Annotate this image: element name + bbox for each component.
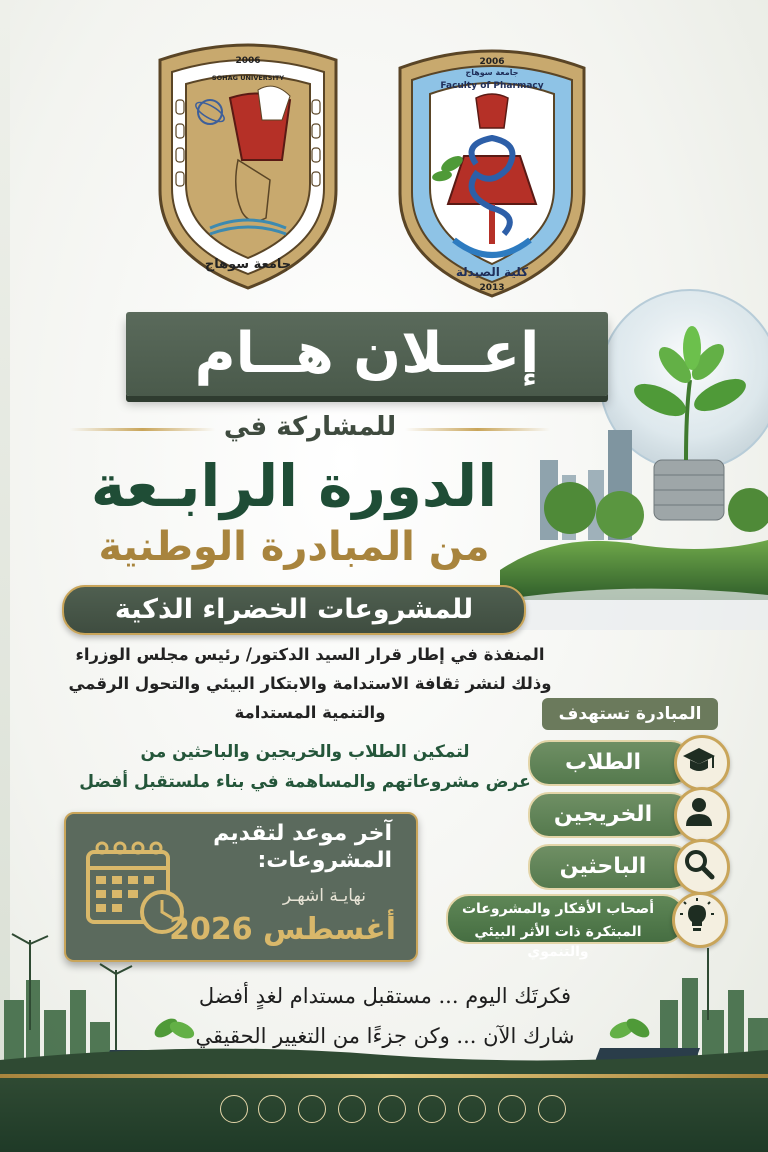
pharmacy-seal-ring-ar-top: جامعة سوهاج <box>465 68 519 77</box>
intro-text: للمشاركة في <box>223 412 397 442</box>
wind-icon <box>538 1095 566 1123</box>
target-researchers-label: الباحثين <box>559 854 647 879</box>
water-drop-icon <box>378 1095 406 1123</box>
sohag-seal-year: 2006 <box>235 56 261 66</box>
target-students <box>528 738 724 784</box>
pharmacy-seal-name-ar: كلية الصيدلة <box>455 265 529 279</box>
headline-line2: من المبادرة الوطنية <box>98 524 490 570</box>
body-line3: والتنمية المستدامة <box>234 703 386 722</box>
magnifier-icon <box>674 839 730 895</box>
headline-line1: الدورة الرابـعة <box>90 452 498 520</box>
person-icon <box>674 787 730 843</box>
pharmacy-seal-name-en: Faculty of Pharmacy <box>440 81 544 91</box>
recycle-icon <box>418 1095 446 1123</box>
leaf-icon-right <box>606 1010 652 1046</box>
target-innovators-line1: أصحاب الأفكار والمشروعات <box>461 901 655 917</box>
faculty-of-pharmacy-seal <box>392 44 592 300</box>
pharmacy-seal-year-top: 2006 <box>479 57 505 67</box>
target-researchers <box>528 842 724 888</box>
goal-line2: عرض مشروعاتهم والمساهمة في بناء ملستقبل أفضل <box>79 772 531 792</box>
announcement-banner <box>126 312 608 396</box>
targets-heading: المبادرة تستهدف <box>542 698 718 730</box>
headline-pill-text: للمشروعات الخضراء الذكية <box>114 594 474 625</box>
cycle-icon <box>458 1095 486 1123</box>
recycle-leaf-icon <box>220 1095 248 1123</box>
sohag-seal-name-ar: جامعة سوهاج <box>204 257 292 272</box>
target-graduates-label: الخريجين <box>553 802 653 827</box>
deadline-title-line2: المشروعات: <box>257 848 392 873</box>
gold-divider-left <box>70 428 215 431</box>
slogan-line1: فكرتَك اليوم ... مستقبل مستدام لغدٍ أفضل <box>198 984 572 1008</box>
goal-line1: لتمكين الطلاب والخريجين والباحثين من <box>140 742 470 762</box>
target-researchers-pill <box>528 844 692 890</box>
solar-icon <box>498 1095 526 1123</box>
graduation-cap-icon <box>674 735 730 791</box>
globe-icon <box>338 1095 366 1123</box>
deadline-title <box>192 820 392 874</box>
gear-leaf-icon <box>298 1095 326 1123</box>
pharmacy-seal-year-bottom: 2013 <box>479 283 505 293</box>
target-graduates <box>528 790 724 836</box>
slogan-line2: شارك الآن ... وكن جزءًا من التغيير الحقيقي <box>195 1024 575 1048</box>
target-graduates-pill <box>528 792 692 838</box>
target-students-pill <box>528 740 692 786</box>
body-line1: المنفذة في إطار قرار السيد الدكتور/ رئيس مجلس الوزراء <box>75 645 545 664</box>
banner-title: إعــلان هــام <box>194 321 540 386</box>
body-line2: وذلك لنشر ثقافة الاستدامة والابتكار البيئي والتحول الرقمي <box>68 674 552 693</box>
gold-divider-right <box>405 428 550 431</box>
deadline-title-line1: آخر موعد لتقديم <box>213 821 392 846</box>
deadline-date: أغسطس 2026 <box>169 912 396 947</box>
sohag-seal-name-en: SOHAG UNIVERSITY <box>211 74 285 82</box>
headline-pill <box>62 585 526 635</box>
tree-icon <box>258 1095 286 1123</box>
target-innovators-line2: المبتكرة ذات الأثر البيئي والتنموي <box>474 924 642 960</box>
deadline-sub: نهايـة اشهـر <box>282 886 366 906</box>
sohag-university-seal <box>150 40 346 292</box>
target-students-label: الطلاب <box>564 750 642 775</box>
